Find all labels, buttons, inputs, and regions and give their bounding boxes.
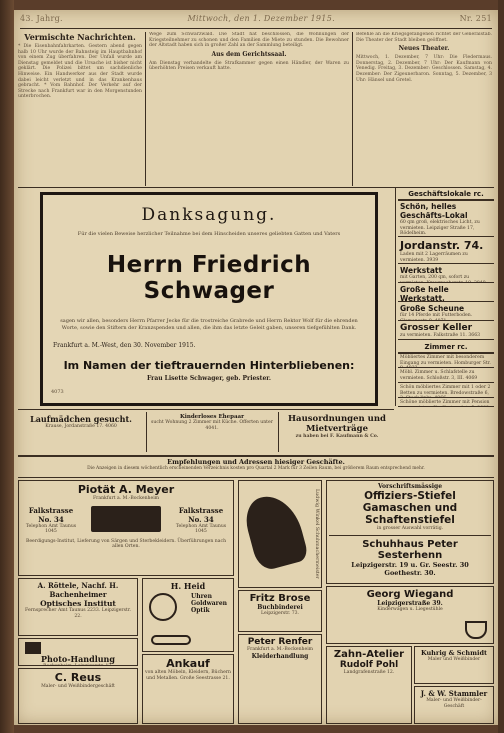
ad-wiegand-l2: Kinderwagen u. Liegestühle xyxy=(377,607,443,612)
row-ad-2: Kinderloses Ehepaar sucht Wohnung 2 Zimmer mit Küche. Offerten unter 4041. xyxy=(151,414,273,431)
running-header-right: Nr. 251 xyxy=(459,14,492,23)
ad-renfer-l2: Kleiderhandlung xyxy=(251,652,309,660)
notice-deceased-name: Herrn Friedrich Schwager xyxy=(106,252,312,304)
sidebar-divider xyxy=(395,188,396,406)
ad-reus-body: Maler- und Weißbindergeschäft xyxy=(41,684,115,689)
row-ads-rule xyxy=(18,409,394,410)
ad-stammler-body: Maler- und Weißbinder-Geschäft xyxy=(426,698,482,709)
pram-icon xyxy=(465,621,487,639)
sidebar-rooms-header: Zimmer rc. xyxy=(398,342,494,354)
ad-vorschrift-l1: Offiziers-Stiefel xyxy=(364,490,456,502)
ad-kuhrig-body: Maler und Weißbinder xyxy=(427,657,481,662)
notice-signature: Im Namen der tieftrauernden Hinterbliebenen: xyxy=(63,359,355,372)
directory-rule xyxy=(18,455,494,457)
ad-photo-title: Photo-Handlung xyxy=(41,654,115,664)
ad-piotat-left: Falkstrasse No. 34 xyxy=(28,505,74,524)
column-2 xyxy=(149,32,349,184)
ad-zahn-title: Zahn-Atelier xyxy=(333,649,405,660)
ad-vorschrift-l3: Schaftenstiefel xyxy=(365,514,455,526)
ad-zahn-l2: Landgrafenstraße 12. xyxy=(343,670,395,675)
ad-piotat-sub: Frankfurt a. M.-Bockenheim xyxy=(92,496,160,501)
ad-renfer-title: Peter Renfer xyxy=(247,637,313,647)
sidebar-room-2: Möbl. Zimmer u. Schlafstelle zu vermieten. Schloßstr. 3, III. 4069 xyxy=(398,369,494,383)
hearse-icon xyxy=(91,506,161,532)
ad-kuhrig-title: Kuhrig & Schmidt xyxy=(420,649,488,657)
ad-heid-title: H. Heid xyxy=(170,581,206,591)
ad-vorschrift-title: Vorschriftsmässige xyxy=(377,483,443,490)
obituary-notice xyxy=(40,192,378,406)
newspaper-page xyxy=(14,10,498,725)
notice-intro: Für die vielen Beweise herzlicher Teilnahme bei dem Hinscheiden unseres geliebten Gatten und Vaters xyxy=(77,231,341,237)
ad-brose-l1: Buchbinderei xyxy=(257,604,303,611)
ad-vorschrift-divider xyxy=(329,535,491,536)
directory-header xyxy=(20,458,492,476)
ad-vorschrift-addr: Leipzigerstr. 19 u. Gr. Seestr. 30 xyxy=(351,560,469,569)
camera-icon xyxy=(25,642,41,654)
ad-kuhrig xyxy=(414,646,494,684)
page-right-edge xyxy=(498,0,504,733)
sidebar-ad-2: Jordanstr. 74. Laden mit 2 Lagerräumen zu vermieten. 3939 xyxy=(398,238,494,264)
ad-photo xyxy=(18,638,138,666)
ad-ankauf-body: von alten Möbeln, Kleidern, Büchern und Metallen. Große Seestrasse 21. xyxy=(145,670,232,681)
ad-reus xyxy=(18,668,138,724)
ad-vorschrift xyxy=(326,480,494,584)
ad-ankauf xyxy=(142,654,234,724)
column-1-heading: Vermischte Nachrichten. xyxy=(24,32,136,42)
directory-title: Empfehlungen und Adressen hiesiger Geschäfte. xyxy=(167,458,345,466)
running-header-left: 43. Jahrg. xyxy=(20,14,63,23)
eyeglasses-icon xyxy=(151,635,191,645)
ad-wiegand-l1: Leipzigerstraße 39. xyxy=(377,600,443,607)
notice-number: 4073 xyxy=(51,389,64,395)
ad-nachf xyxy=(18,578,138,636)
ad-ankauf-title: Ankauf xyxy=(166,657,210,670)
column-1 xyxy=(18,32,142,184)
ad-vorschrift-l4: in grosser Auswahl vorrätig. xyxy=(376,526,444,531)
row-ad-3: Hausordnungen und Mietverträge zu haben bei F. Kaufmann & Co. xyxy=(288,414,386,439)
column-divider-1 xyxy=(145,32,146,186)
running-header xyxy=(20,14,492,28)
ad-reus-title: C. Reus xyxy=(54,671,102,684)
column-2-heading: Aus dem Gerichtssaal. xyxy=(211,50,287,58)
ad-stammler-title: J. & W. Stammler xyxy=(420,689,488,698)
running-header-center: Mittwoch, den 1. Dezember 1915. xyxy=(187,14,335,23)
column-3-text-2: Mittwoch, 1. Dezember, 7 Uhr: Die Fledermaus. Donnerstag, 2. Dezember, 7 Uhr: Der Kaufmann von Venedig. Freitag, 3. Dezember: Geschlossen. Samstag, 4. Dezember: Der Zigeunerbaron. Sonntag, 5. Dezember, 3 Uhr: Hänsel und Gretel. xyxy=(356,55,492,83)
column-1-text: * Die Eisenbahnfahrkarten. Gestern abend gegen halb 10 Uhr wurde der Bahnsteig im Hauptbahnhof von einem Zug überfahren. Der Unfall wurde am Dienstag gemeldet und die Ursache ist bisher nicht geklärt. Die Polizei bittet um sachdienliche Hinweise. Ein Handwerker aus der Stadt wurde dabei leicht verletzt und in das Krankenhaus gebracht. * Vom Bahnhof. Der Verkehr auf der Strecke nach Frankfurt war in den Morgenstunden unterbrochen. xyxy=(18,44,142,100)
column-3-heading: Neues Theater. xyxy=(398,45,450,53)
ad-heid-l3: Optik xyxy=(191,607,210,614)
page-binding-edge xyxy=(0,0,14,733)
directory-rule-2 xyxy=(18,477,494,478)
ad-brose-title: Fritz Brose xyxy=(249,593,311,604)
column-2-text-2: Am Dienstag verhandelte die Strafkammer gegen einen Händler, der Waren zu überhöhten Preisen verkauft hatte. xyxy=(149,60,349,72)
sidebar-ad-1: Schön, helles Geschäfts-Lokal 60 qm groß, elektrisches Licht, zu vermieten. Leipziger Straße 17, Rödelheim. xyxy=(398,201,494,237)
pocket-watch-icon xyxy=(149,593,177,621)
ad-wiegand xyxy=(326,586,494,644)
sidebar-ad-3: Werkstatt mit Garten, 200 qm, sofort zu xyxy=(398,265,494,283)
notice-body: sagen wir allen, besonders Herrn Pfarrer Jecke für die trostreiche Grabrede und Herrn Rektor Wolf für die ehrenden Worte, sowie den Stiftern der Kranzspenden und allen, die ihm das letzte Geleit gaben, unseren tiefgefühlten Dank. xyxy=(60,318,358,331)
boot-icon xyxy=(241,489,310,572)
row-divider-2 xyxy=(278,412,279,452)
notice-place-date: Frankfurt a. M.-West, den 30. November 1915. xyxy=(53,342,196,349)
ad-nachf-title: A. Röttele, Nachf. H. Bachenheimer xyxy=(37,581,119,599)
ad-nachf-body: Fernsprecher Amt Taunus 2233. Leipzigerstr. 22. xyxy=(25,608,131,619)
section-rule-top xyxy=(18,187,494,188)
ad-piotat-body: Beerdigungs-Institut, Lieferung von Särgen und Sterbekleidern. Überführungen nach allen Orten. xyxy=(25,538,227,550)
ad-piotat-tel-left: Telephon Amt Taunus 1045 xyxy=(25,523,77,535)
sidebar-ad-6: Grosser Keller zu vermieten. Falkstraße 11. 3663 xyxy=(398,322,494,340)
ad-piotat-right: Falkstrasse No. 34 xyxy=(178,505,224,524)
ad-wiegand-title: Georg Wiegand xyxy=(366,589,454,600)
column-3-text: Befehle an die Kriegsgefangenen richtet der Generalstab. Die Theater der Stadt bleiben geöffnet. xyxy=(356,32,492,43)
sidebar-ad-4: Große helle Werkstatt, xyxy=(398,284,494,302)
ad-piotat-title: Piotät A. Meyer xyxy=(77,483,175,496)
ad-heid-l1: Uhren xyxy=(191,593,212,600)
ad-heid xyxy=(142,578,234,652)
column-divider-2 xyxy=(352,32,353,186)
notice-title: Danksagung. xyxy=(141,205,277,225)
ad-zahn-l1: Rudolf Pohl xyxy=(339,660,399,670)
ad-stammler xyxy=(414,686,494,724)
ad-vorschrift-addr2: Goethestr. 30. xyxy=(384,568,436,577)
ad-brose-l2: Leipzigerstr. 73. xyxy=(260,611,300,616)
ad-photo-body xyxy=(21,664,135,666)
ad-brose xyxy=(238,590,322,632)
row-divider-1 xyxy=(146,412,147,452)
ad-shoe xyxy=(238,480,322,588)
ad-zahn xyxy=(326,646,412,724)
ad-nachf-sub: Optisches Institut xyxy=(40,599,116,608)
sidebar-ad-5: Große Scheune für 14 Pferde mit Futterboden. xyxy=(398,303,494,321)
directory-subtitle: Die Anzeigen in diesem wöchentlich erscheinenden Verzeichnis kosten pro Quartal 2 Mark für 3 Zeilen Raum, bei größerem Raum entsprechend mehr. xyxy=(87,466,425,471)
ad-renfer-l1: Frankfurt a. M.-Bockenheim xyxy=(246,647,314,652)
ad-vorschrift-shop: Schuhhaus Peter Sesterhenn xyxy=(362,538,458,561)
ad-piotat-tel-right: Telephon Amt Taunus 1045 xyxy=(175,523,227,535)
ad-shoe-text: Ludwig Winkel Schuhmachermeister xyxy=(314,489,319,579)
column-3 xyxy=(356,32,492,184)
sidebar-room-3: Schön möbliertes Zimmer mit 1 oder 2 Betten zu vermieten. Bredowstraße 6, xyxy=(398,384,494,398)
header-rule xyxy=(20,28,492,29)
column-2-text: Wege zum Schwarzwald. Die Stadt hat beschlossen, die Wohnungen der Kriegsteilnehmer zu schonen und den Familien die Miete zu stunden. Die Bewohner der Altstadt haben sich in großer Zahl an der Sammlung beteiligt. xyxy=(149,32,349,49)
ad-heid-l2: Goldwaren xyxy=(191,600,227,607)
notice-signer: Frau Lisette Schwager, geb. Priester. xyxy=(147,375,271,382)
sidebar-header: Geschäftslokale rc. xyxy=(398,189,494,201)
sidebar-room-4: Schöne möblierte Zimmer mit Pension xyxy=(398,399,494,407)
ad-piotat xyxy=(18,480,234,576)
sidebar-room-1: Möbliertes Zimmer mit besonderem Eingang zu vermieten. Homburger Str. xyxy=(398,354,494,368)
ad-vorschrift-l2: Gamaschen und xyxy=(362,502,458,514)
ad-renfer xyxy=(238,634,322,724)
row-ad-1: Laufmädchen gesucht. Krause, Jordanstraße 17. 4060 xyxy=(30,414,132,429)
